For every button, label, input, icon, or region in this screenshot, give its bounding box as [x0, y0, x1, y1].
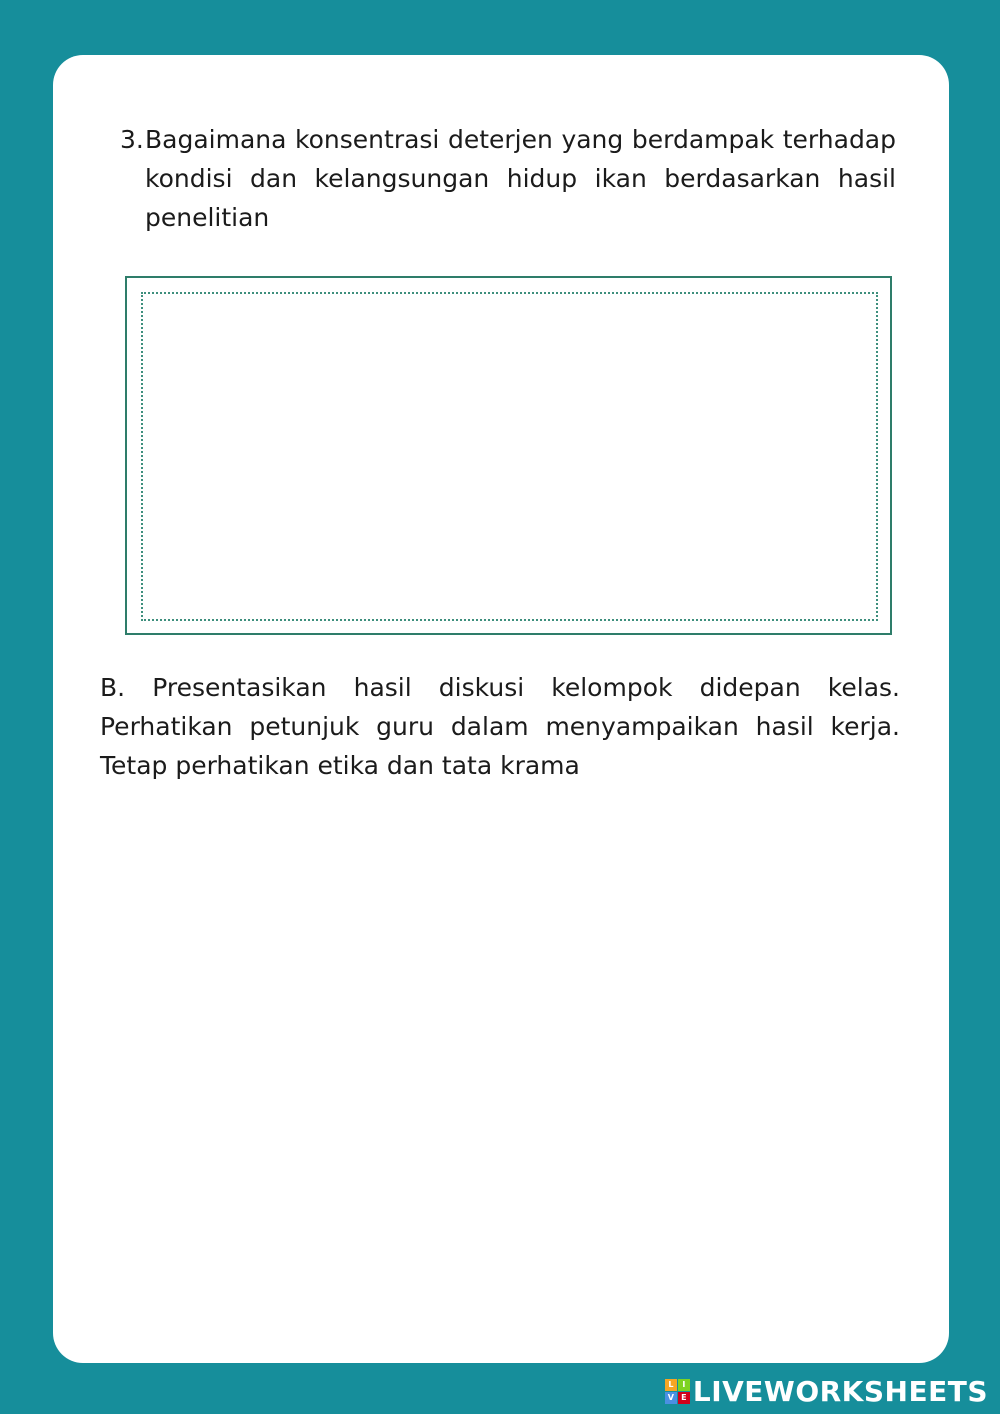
question-text: Bagaimana konsentrasi deterjen yang berdampak terhadap kondisi dan kelangsungan hidup ikan berdasarkan hasil penelitian: [145, 125, 896, 232]
answer-box[interactable]: [125, 276, 892, 635]
brand-name: LIVEWORKSHEETS: [692, 1375, 988, 1408]
liveworksheets-brand: [665, 1375, 988, 1408]
answer-box-dotted-border[interactable]: [141, 292, 878, 621]
question-number: 3.: [120, 125, 144, 154]
logo-letter-l: L: [665, 1379, 677, 1391]
logo-letter-i: I: [678, 1379, 690, 1391]
question-3: [120, 120, 896, 237]
section-b-instructions: B. Presentasikan hasil diskusi kelompok didepan kelas. Perhatikan petunjuk guru dalam menyampaikan hasil kerja. Tetap perhatikan etika dan tata krama: [100, 673, 900, 780]
liveworksheets-logo-icon: [665, 1379, 690, 1404]
logo-letter-v: V: [665, 1392, 677, 1404]
logo-letter-e: E: [678, 1392, 690, 1404]
